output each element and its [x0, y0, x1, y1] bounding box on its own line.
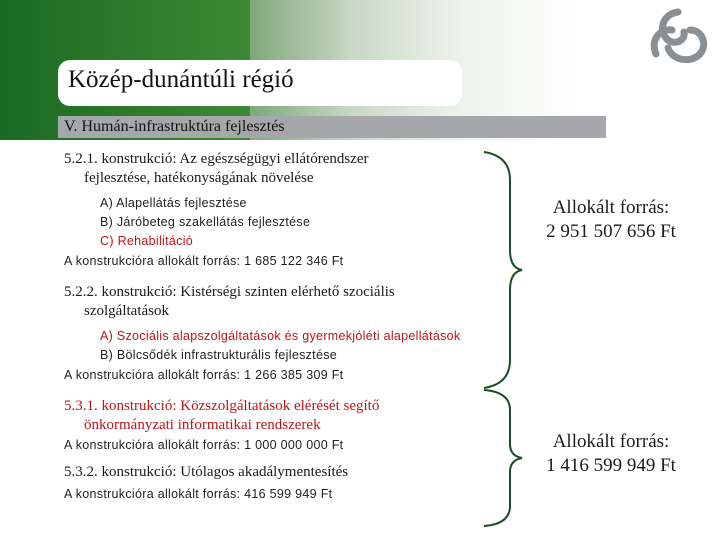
triple-swirl-logo-icon — [640, 4, 716, 68]
construction-heading-5-3-2: 5.3.2. konstrukció: Utólagos akadálymentesítés — [64, 464, 349, 480]
funding-amount: 1 416 599 949 Ft — [546, 455, 676, 476]
sub-item-bolcsodek: B) Bölcsődék infrastrukturális fejlesztése — [100, 348, 337, 362]
page-title: Közép-dunántúli régió — [68, 66, 294, 93]
right-brace-icon — [480, 150, 524, 390]
sub-item-jarobeteg: B) Járóbeteg szakellátás fejlesztése — [100, 215, 311, 229]
allocation-5-2-1: A konstrukcióra allokált forrás: 1 685 122 346 Ft — [64, 254, 344, 268]
funding-label: Allokált forrás: — [552, 431, 670, 452]
construction-heading-5-3-1-line2: önkormányzati informatikai rendszerek — [84, 417, 321, 433]
construction-heading-5-2-2-line2: szolgáltatások — [84, 303, 169, 319]
section-title: V. Humán-infrastruktúra fejlesztés — [64, 118, 285, 135]
allocation-5-3-1: A konstrukcióra allokált forrás: 1 000 000 000 Ft — [64, 438, 344, 452]
sub-item-rehabilitacio: C) Rehabilitáció — [100, 234, 194, 248]
funding-label: Allokált forrás: — [552, 197, 670, 218]
allocation-5-2-2: A konstrukcióra allokált forrás: 1 266 385 309 Ft — [64, 368, 344, 382]
right-brace-icon — [480, 388, 524, 528]
funding-summary-2 — [526, 430, 696, 478]
sub-item-szocialis: A) Szociális alapszolgáltatások és gyermekjóléti alapellátások — [100, 329, 461, 343]
sub-item-alapellatas: A) Alapellátás fejlesztése — [100, 196, 247, 210]
allocation-5-3-2: A konstrukcióra allokált forrás: 416 599 949 Ft — [64, 487, 333, 501]
construction-heading-5-3-1-line1: 5.3.1. konstrukció: Közszolgáltatások elérését segítő — [64, 398, 380, 414]
construction-heading-5-2-2-line1: 5.2.2. konstrukció: Kistérségi szinten elérhető szociális — [64, 284, 395, 300]
construction-heading-5-2-1-line2: fejlesztése, hatékonyságának növelése — [84, 170, 314, 186]
construction-heading-5-2-1-line1: 5.2.1. konstrukció: Az egészségügyi ellátórendszer — [64, 151, 369, 167]
funding-summary-1 — [526, 196, 696, 244]
funding-amount: 2 951 507 656 Ft — [546, 221, 676, 242]
